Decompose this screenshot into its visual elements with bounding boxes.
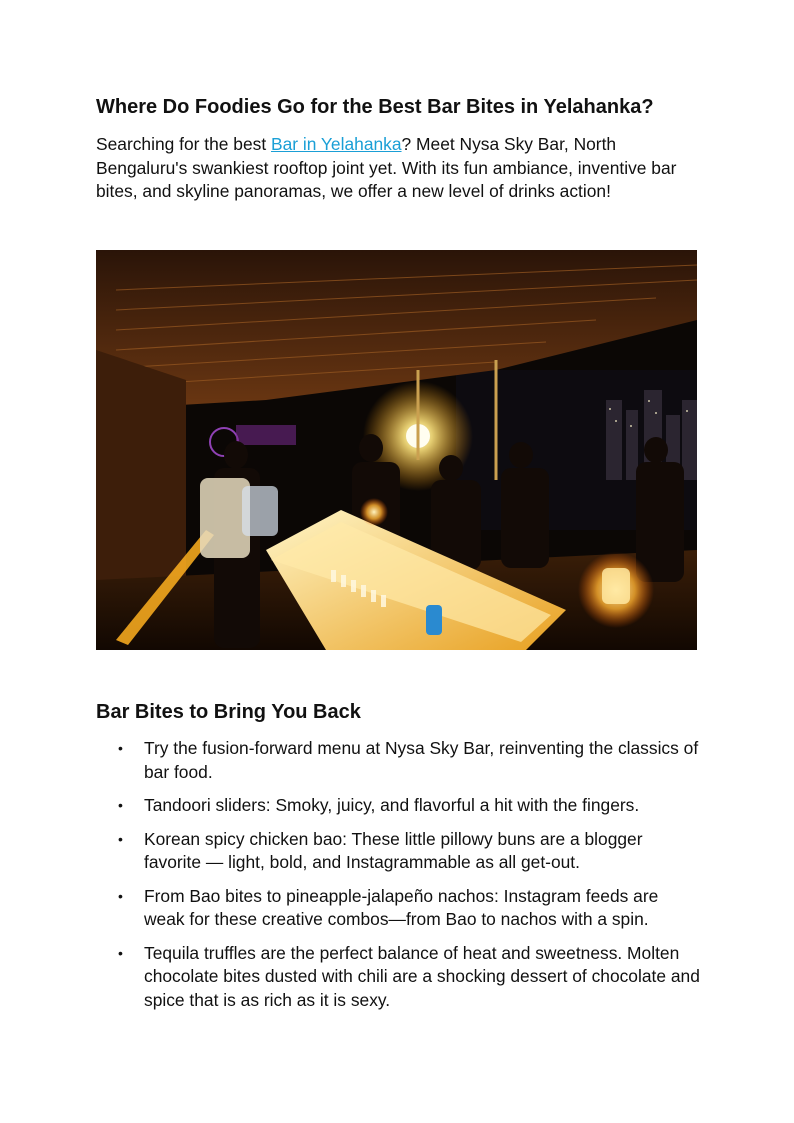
list-item: • Korean spicy chicken bao: These little pillowy buns are a blogger favorite — light, bold, and Instagrammable as all get-out.: [118, 828, 643, 872]
bullet-icon: •: [118, 944, 123, 961]
rooftop-bar-photo: [96, 250, 697, 650]
intro-text-end: ? Meet Nysa Sky Bar, North Bengaluru's swankiest rooftop joint yet. With its fun ambiance, inventive bar bites, and skyline panoramas, we offer a new level of drinks action!: [96, 134, 677, 201]
bullet-icon: •: [118, 887, 123, 904]
list-item: • From Bao bites to pineapple-jalapeño nachos: Instagram feeds are weak for these creative combos—from Bao to nachos with a spin.: [118, 885, 659, 929]
list-item: • Tandoori sliders: Smoky, juicy, and flavorful a hit with the fingers.: [96, 794, 700, 818]
intro-paragraph: [96, 133, 700, 204]
list-item: • Try the fusion-forward menu at Nysa Sky Bar, reinventing the classics of bar food.: [118, 738, 699, 782]
article-title: Where Do Foodies Go for the Best Bar Bites in Yelahanka?: [96, 96, 654, 118]
section-heading: Bar Bites to Bring You Back: [96, 701, 361, 723]
bullet-icon: •: [118, 830, 123, 847]
bar-in-yelahanka-link[interactable]: Bar in Yelahanka: [270, 134, 402, 154]
intro-text-start: Searching for the best: [96, 134, 271, 154]
list-item: • Tequila truffles are the perfect balance of heat and sweetness. Molten chocolate bites dusted with chili are a shocking dessert of chocolate and spice that is as rich as it is sexy.: [118, 942, 700, 1010]
bullet-icon: •: [118, 797, 123, 813]
bar-bites-list: [96, 737, 700, 1022]
bullet-icon: •: [118, 740, 123, 756]
